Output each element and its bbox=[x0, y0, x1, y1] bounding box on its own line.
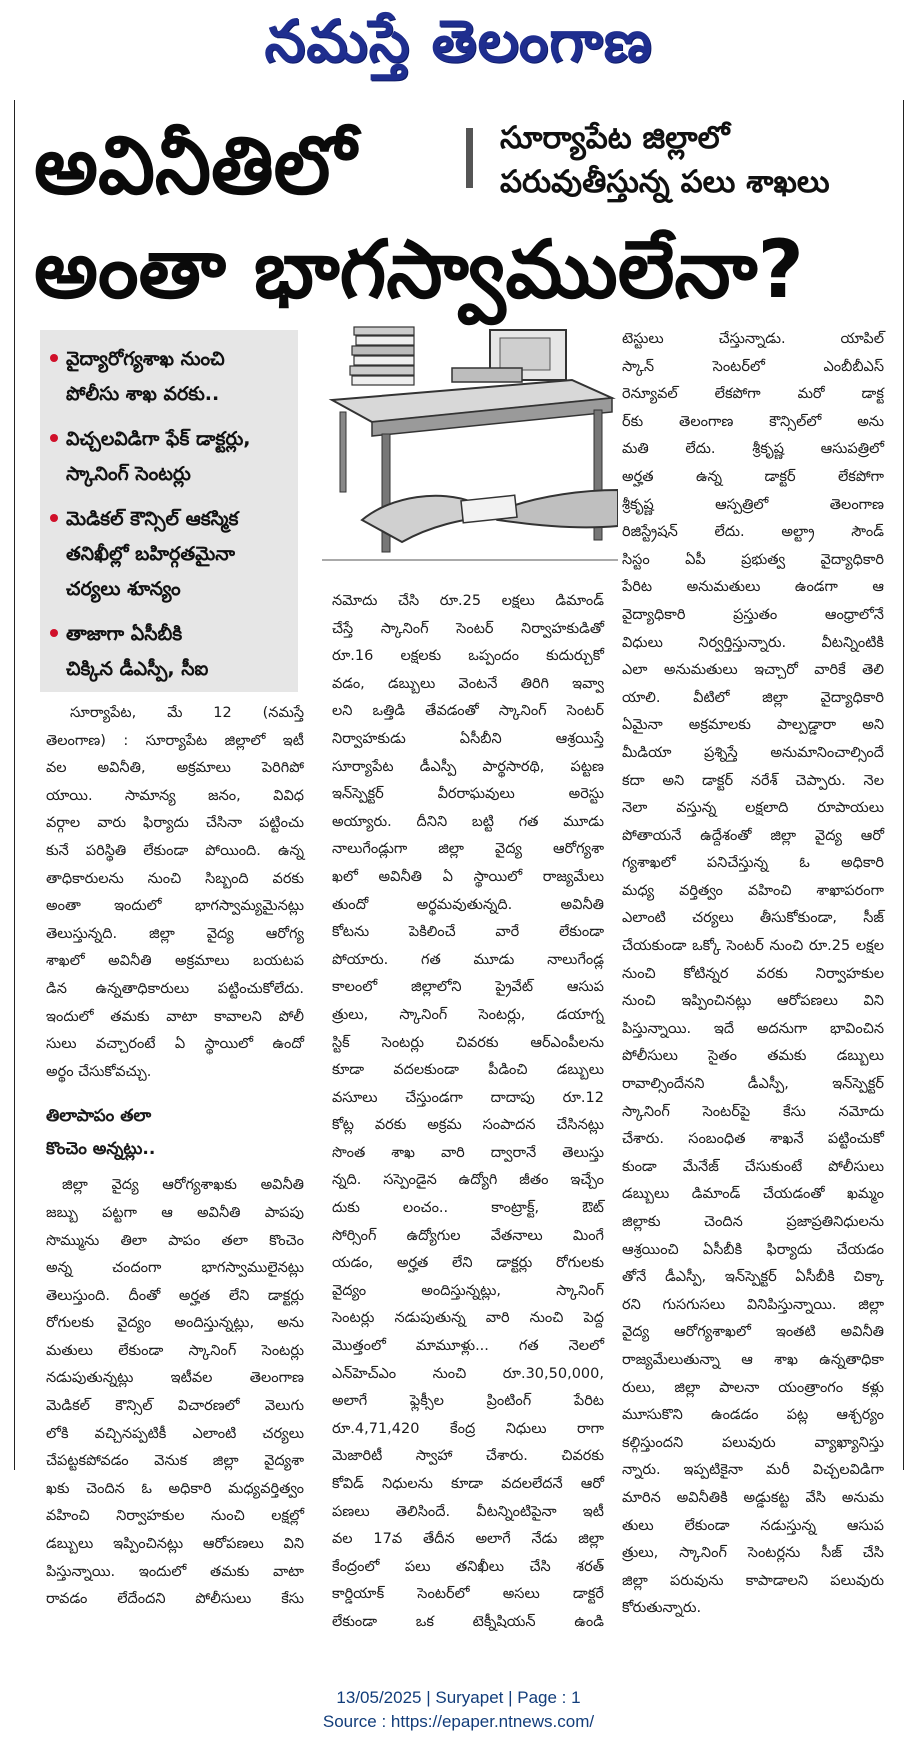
text-line: మెడికల్ కౌన్సిల్ విచారణలో వెలుగు bbox=[46, 1398, 304, 1415]
masthead-logo: నమస్తే తెలంగాణ bbox=[264, 7, 653, 75]
text-line: దుకు లంచం.. కాంట్రాక్ట్, ఔట్ bbox=[332, 1200, 604, 1217]
highlight-line: విచ్చలవిడిగా ఫేక్ డాక్టర్లు, bbox=[66, 428, 251, 450]
text-line: రావడం లేదేందని పోలీసులు కేసు bbox=[46, 1591, 304, 1608]
text-line: ఖకు చెందిన ఓ అధికారి మధ్యవర్తిత్వం bbox=[46, 1480, 304, 1497]
text-line: రెన్యూవల్ లేకపోగా మరో డాక్ట bbox=[622, 386, 884, 403]
text-line: సూర్యాపేట డీఎస్పీ పార్థసారథి, పట్టణ bbox=[332, 758, 604, 775]
text-line: కూడా వదలకుండా పీడించి డబ్బులు bbox=[332, 1062, 604, 1079]
text-line: వడం, డబ్బులు వెంటనే తిరిగి ఇవ్వా bbox=[332, 675, 604, 692]
text-line: రని గుసగుసలు వినిపిస్తున్నాయి. జిల్లా bbox=[622, 1296, 884, 1313]
text-line: కార్డియాక్ సెంటర్‌లో అసలు డాక్టరే bbox=[332, 1586, 604, 1603]
text-line: మీడియా ప్రశ్నిస్తే అనుమానించాల్సిందే bbox=[622, 744, 884, 761]
text-line: స్కానింగ్ సెంటర్‌పై కేసు నమోదు bbox=[622, 1103, 884, 1120]
text-line: రూ.16 లక్షలకు ఒప్పందం కుదుర్చుకో bbox=[332, 648, 604, 665]
text-line: అర్థం చేసుకోవచ్చు. bbox=[46, 1063, 152, 1080]
text-line: నుంచి కోటిన్నర వరకు నిర్వాహకుల bbox=[622, 965, 884, 982]
text-line: మతులు లేకుండా స్కానింగ్ సెంటర్లు bbox=[46, 1342, 304, 1359]
text-line: ఖలో అవినీతి ఏ స్థాయిలో రాజ్యమేలు bbox=[332, 868, 604, 885]
text-line: చేస్తే స్కానింగ్ సెంటర్ నిర్వాహకుడితో bbox=[332, 620, 604, 637]
text-line: అలాగే ఫ్లెక్సీల ప్రింటింగ్ పేరిట bbox=[332, 1393, 604, 1410]
text-line: న్నది. సస్పెండైన ఉద్యోగి జీతం ఇచ్చేం bbox=[332, 1172, 604, 1189]
text-line: నడుపుతున్నట్లు ఇటీవల తెలంగాణ bbox=[46, 1370, 304, 1387]
bullet-dot-icon bbox=[50, 354, 58, 362]
text-line: సోర్సింగ్ ఉద్యోగుల వేతనాలు మింగే bbox=[332, 1227, 604, 1244]
text-line: వల అవినీతి, అక్రమాలు పెరిగిపో bbox=[46, 760, 304, 777]
text-line: జబ్బు పట్టగా ఆ అవినీతి పాపపు bbox=[46, 1204, 304, 1221]
right-border bbox=[903, 100, 904, 1470]
text-line: లోకి వచ్చినప్పటికీ ఎలాంటి చర్యలు bbox=[46, 1425, 304, 1442]
text-line: చేపట్టకపోవడం వెనుక జిల్లా వైద్యశా bbox=[46, 1453, 304, 1470]
text-line: లని ఒత్తిడి తేవడంతో స్కానింగ్ సెంటర్ bbox=[332, 703, 604, 720]
highlight-line: మెడికల్ కౌన్సిల్ ఆకస్మిక bbox=[66, 508, 239, 530]
kicker-line-1: సూర్యాపేట జిల్లాలో bbox=[500, 120, 730, 156]
highlight-line: స్కానింగ్ సెంటర్లు bbox=[66, 463, 191, 485]
text-line: కాలంలో జిల్లాలోని ప్రైవేట్ ఆసుప bbox=[332, 979, 604, 996]
highlights-box bbox=[40, 330, 298, 692]
text-line: డిన ఉన్నతాధికారులు పట్టించుకోలేదు. bbox=[46, 980, 304, 997]
text-line: నాలుగేండ్లుగా జిల్లా వైద్య ఆరోగ్యశా bbox=[332, 841, 604, 858]
text-line: కోట్ల వరకు అక్రమ సంపాదన చేసినట్లు bbox=[332, 1117, 604, 1134]
text-line: రులు, జిల్లా పాలనా యంత్రాంగం కళ్లు bbox=[622, 1379, 884, 1396]
text-line: వర్గాల వారు ఫిర్యాదు చేసినా పట్టించు bbox=[46, 815, 304, 832]
text-line: నెలా వస్తున్న లక్షలాది రూపాయలు bbox=[622, 800, 884, 817]
text-line: యాయి. సామాన్య జనం, వివిధ bbox=[46, 787, 304, 804]
text-line: పోయారు. గత మూడు నాలుగేండ్ల bbox=[332, 951, 604, 968]
text-line: యడం, అర్హత లేని డాక్టర్లు రోగులకు bbox=[332, 1255, 604, 1272]
text-line: న్నారు. ఇప్పటికైనా మరీ విచ్చలవిడిగా bbox=[622, 1462, 884, 1479]
text-line: డబ్బులు డిమాండ్ చేయడంతో ఖమ్మం bbox=[622, 1186, 884, 1203]
text-line: వైద్య ఆరోగ్యశాఖలో ఇంతటి అవినీతి bbox=[622, 1324, 884, 1341]
text-line: పోలీసులు సైతం తమకు డబ్బులు bbox=[622, 1048, 884, 1065]
text-line: వల 17వ తేదీన అలాగే నేడు జిల్లా bbox=[332, 1531, 604, 1548]
highlight-item bbox=[40, 418, 298, 498]
body-paragraph bbox=[46, 1172, 304, 1614]
text-line: నుంచి ఇప్పించినట్లు ఆరోపణలు విని bbox=[622, 993, 884, 1010]
text-line: సూర్యాపేట, మే 12 (నమస్తే bbox=[70, 705, 304, 721]
text-line: పిస్తున్నాయి. ఇదే అదనుగా భావించిన bbox=[622, 1020, 884, 1037]
bullet-dot-icon bbox=[50, 514, 58, 522]
bribe-illustration bbox=[322, 320, 618, 582]
text-line: జిల్లాకు చెందిన ప్రజాప్రతినిధులను bbox=[622, 1214, 884, 1230]
text-line: లేకుండా ఒక టెక్నీషియన్ ఉండి bbox=[332, 1613, 604, 1630]
text-line: మెజారిటీ స్వాహా చేశారు. చివరకు bbox=[332, 1448, 604, 1465]
text-line: ఇన్‌స్పెక్టర్ వీరరాఘవులు అరెస్టు bbox=[332, 786, 604, 803]
highlight-line: వైద్యారోగ్యశాఖ నుంచి bbox=[66, 348, 225, 370]
text-line: పేరిట అనుమతులు ఉండగా ఆ bbox=[622, 579, 884, 596]
text-line: కుండా మేనేజ్ చేసుకుంటే పోలీసులు bbox=[622, 1158, 884, 1175]
text-line: త్రులు, స్కానింగ్ సెంటర్లు, డయాగ్న bbox=[332, 1006, 604, 1023]
highlight-line: చర్యలు శూన్యం bbox=[66, 578, 181, 600]
text-line: అర్హత ఉన్న డాక్టర్ లేకపోగా bbox=[622, 468, 884, 485]
text-line: తోనే డీఎస్పీ, ఇన్‌స్పెక్టర్ ఏసీబీకి చిక్కా bbox=[622, 1269, 884, 1286]
intro-paragraph bbox=[46, 700, 304, 1086]
text-line: కోరుతున్నారు. bbox=[622, 1600, 702, 1617]
text-line: సొంత శాఖ వారి ద్వారానే తెలుస్తు bbox=[332, 1144, 604, 1161]
text-line: తులు లేకుండా నడుస్తున్న ఆసుప bbox=[622, 1517, 884, 1534]
text-line: జిల్లా పరువును కాపాడాలని పలువురు bbox=[622, 1572, 884, 1589]
text-line: అన్న చందంగా భాగస్వాములైనట్లు bbox=[46, 1260, 304, 1277]
text-line: ఎలా అనుమతులు ఇచ్చారో వారికే తెలి bbox=[622, 662, 884, 679]
text-line: చేయకుండా ఒక్కో సెంటర్ నుంచి రూ.25 లక్షల bbox=[622, 938, 884, 955]
kicker-line-2: పరువుతీస్తున్న పలు శాఖలు bbox=[500, 164, 830, 200]
footer-edition-info: 13/05/2025 | Suryapet | Page : 1 bbox=[336, 1688, 581, 1707]
text-line: పిస్తున్నాయి. ఇందులో తమకు వాటా bbox=[46, 1563, 304, 1580]
text-line: కల్గిస్తుందని పలువురు వ్యాఖ్యానిస్తు bbox=[622, 1434, 884, 1451]
article-column-1 bbox=[46, 700, 304, 1614]
text-line: తెలంగాణ) : సూర్యాపేట జిల్లాలో ఇటీ bbox=[46, 732, 304, 749]
text-line: స్టిక్ సెంటర్లు చివరకు ఆర్‌ఎంపీలను bbox=[332, 1034, 604, 1051]
text-line: మధ్య వర్తిత్వం వహించి శాఖాపరంగా bbox=[622, 882, 884, 899]
text-line: సిస్టం ఏపీ ప్రభుత్వ వైద్యాధికారి bbox=[622, 551, 884, 568]
text-line: తెలుస్తుంది. దీంతో అర్హత లేని డాక్టర్లు bbox=[46, 1287, 304, 1304]
text-line: ఇందులో తమకు వాటా కావాలని పోలీ bbox=[46, 1008, 304, 1025]
text-line: రోగులకు వైద్యం అందిస్తున్నట్లు, అను bbox=[46, 1315, 304, 1332]
left-border bbox=[14, 100, 15, 1470]
text-line: పణలు తెలిసిందే. వీటన్నింటిపైనా ఇటీ bbox=[332, 1503, 604, 1520]
highlight-item bbox=[40, 613, 298, 693]
text-line: చేశారు. సంబంధిత శాఖనే పట్టించుకో bbox=[622, 1131, 884, 1148]
text-line: టెస్టులు చేస్తున్నాడు. యాపిల్ bbox=[622, 331, 884, 347]
highlight-line: తనిఖీల్లో బహిర్గతమైనా bbox=[66, 543, 235, 565]
text-line: కదా అని డాక్టర్ నరేశ్ చెప్పారు. నెల bbox=[622, 772, 884, 789]
text-line: ఎన్‌హెచ్‌ఎం నుంచి రూ.30,50,000, bbox=[332, 1365, 604, 1382]
text-line: నిర్వాహకుడు ఏసీబీని ఆశ్రయిస్తే bbox=[332, 730, 604, 747]
text-line: రాజ్యమేలుతున్నా ఆ శాఖ ఉన్నతాధికా bbox=[622, 1351, 884, 1368]
headline-line-1: అవినీతిలో bbox=[34, 119, 356, 212]
text-line: కోటను పెకిలించే వారే లేకుండా bbox=[332, 924, 604, 941]
text-line: అంతా ఇందులో భాగస్వామ్యమైనట్లు bbox=[46, 898, 304, 915]
headline-line-2: అంతా భాగస్వాములేనా? bbox=[34, 223, 804, 316]
text-line: ఎలాంటి చర్యలు తీసుకోకుండా, సీజ్ bbox=[622, 910, 884, 927]
text-line: కేంద్రంలో పలు తనిఖీలు చేసి శరత్ bbox=[332, 1558, 604, 1575]
text-line: నమోదు చేసి రూ.25 లక్షలు డిమాండ్ bbox=[332, 593, 604, 609]
bullet-dot-icon bbox=[50, 434, 58, 442]
kicker-bar bbox=[466, 128, 473, 188]
bullet-dot-icon bbox=[50, 629, 58, 637]
text-line: పోతాయనే ఉద్దేశంతో జిల్లా వైద్య ఆరో bbox=[622, 827, 884, 844]
subheading: కొంచెం అన్నట్లు.. bbox=[46, 1139, 156, 1160]
highlight-line: తాజాగా ఏసీబీకి bbox=[66, 623, 183, 645]
article-column-3 bbox=[622, 326, 884, 1623]
text-line: ర్‌కు తెలంగాణ కౌన్సిల్‌లో అను bbox=[622, 413, 884, 430]
text-line: మతి లేదు. శ్రీకృష్ణ ఆసుపత్రిలో bbox=[622, 441, 884, 458]
text-line: స్కాన్ సెంటర్‌లో ఎంబీబీఎస్ bbox=[622, 358, 884, 375]
text-line: శాఖలో అవినీతి అక్రమాలు బయటప bbox=[46, 953, 304, 970]
text-line: శ్రీకృష్ణ ఆస్పత్రిలో తెలంగాణ bbox=[622, 496, 884, 513]
highlight-line: పోలీసు శాఖ వరకు.. bbox=[66, 383, 220, 405]
text-line: విధులు నిర్వర్తిస్తున్నారు. వీటన్నింటికి bbox=[622, 634, 884, 651]
article-column-2 bbox=[332, 588, 604, 1637]
text-line: రిజిస్ట్రేషన్ లేదు. అల్ట్రా సౌండ్ bbox=[622, 524, 884, 541]
text-line: ఏమైనా అక్రమాలకు పాల్పడ్డారా అని bbox=[622, 717, 884, 734]
highlight-item bbox=[40, 498, 298, 613]
text-line: తుందో అర్థమవుతున్నది. అవినీతి bbox=[332, 896, 604, 913]
text-line: వహించి నిర్వాహకుల నుంచి లక్షల్లో bbox=[46, 1508, 304, 1525]
text-line: రూ.4,71,420 కేంద్ర నిధులు రాగా bbox=[332, 1420, 604, 1437]
text-line: సొమ్మును తిలా పాపం తలా కొంచెం bbox=[46, 1232, 304, 1249]
text-line: వైద్యం అందిస్తున్నట్లు, స్కానింగ్ bbox=[332, 1282, 604, 1299]
text-line: మారిన అవినీతికి అడ్డుకట్ట వేసి అనుమ bbox=[622, 1489, 884, 1506]
text-line: యాలి. వీటిలో జిల్లా వైద్యాధికారి bbox=[622, 689, 884, 706]
footer-source: Source : https://epaper.ntnews.com/ bbox=[322, 1712, 595, 1731]
text-line: మొత్తంలో మామూళ్లు... గత నెలలో bbox=[332, 1338, 604, 1355]
subheading: తిలాపాపం తలా bbox=[46, 1106, 152, 1127]
text-line: జిల్లా వైద్య ఆరోగ్యశాఖకు అవినీతి bbox=[62, 1177, 304, 1194]
text-line: కునే పరిస్థితి లేకుండా పోయింది. ఉన్న bbox=[46, 842, 304, 859]
text-line: త్రులు, స్కానింగ్ సెంటర్లను సీజ్ చేసి bbox=[622, 1545, 884, 1562]
text-line: ఆశ్రయించి ఏసీబీకి ఫిర్యాదు చేయడం bbox=[622, 1241, 884, 1258]
text-line: మూసుకొని ఉండడం పట్ల ఆశ్చర్యం bbox=[622, 1407, 884, 1424]
text-line: తెలుస్తున్నది. జిల్లా వైద్య ఆరోగ్య bbox=[46, 925, 304, 942]
text-line: వసూలు చేస్తుండగా దాదాపు రూ.12 bbox=[332, 1089, 604, 1106]
text-line: సెంటర్లు నడుపుతున్న వారి నుంచి పెద్ద bbox=[332, 1310, 604, 1327]
highlight-item bbox=[40, 338, 298, 418]
text-line: సులు వచ్చారంటే ఏ స్థాయిలో ఉందో bbox=[46, 1036, 304, 1053]
text-line: తాధికారులను నుంచి సిబ్బంది వరకు bbox=[46, 870, 304, 887]
text-line: కోవిడ్ నిధులను కూడా వదలలేదనే ఆరో bbox=[332, 1476, 604, 1492]
text-line: అయ్యారు. దీనిని బట్టి గత మూడు bbox=[332, 813, 604, 830]
text-line: డబ్బులు ఇప్పించినట్లు ఆరోపణలు విని bbox=[46, 1536, 304, 1553]
text-line: గ్యశాఖలో పనిచేస్తున్న ఓ అధికారి bbox=[622, 855, 884, 872]
text-line: వైద్యాధికారి ప్రస్తుతం ఆంధ్రాలోనే bbox=[622, 606, 884, 623]
highlight-line: చిక్కిన డీఎస్పీ, సీఐ bbox=[66, 658, 209, 680]
text-line: రావాల్సిందేనని డీఎస్పీ, ఇన్‌స్పెక్టర్ bbox=[622, 1076, 884, 1093]
